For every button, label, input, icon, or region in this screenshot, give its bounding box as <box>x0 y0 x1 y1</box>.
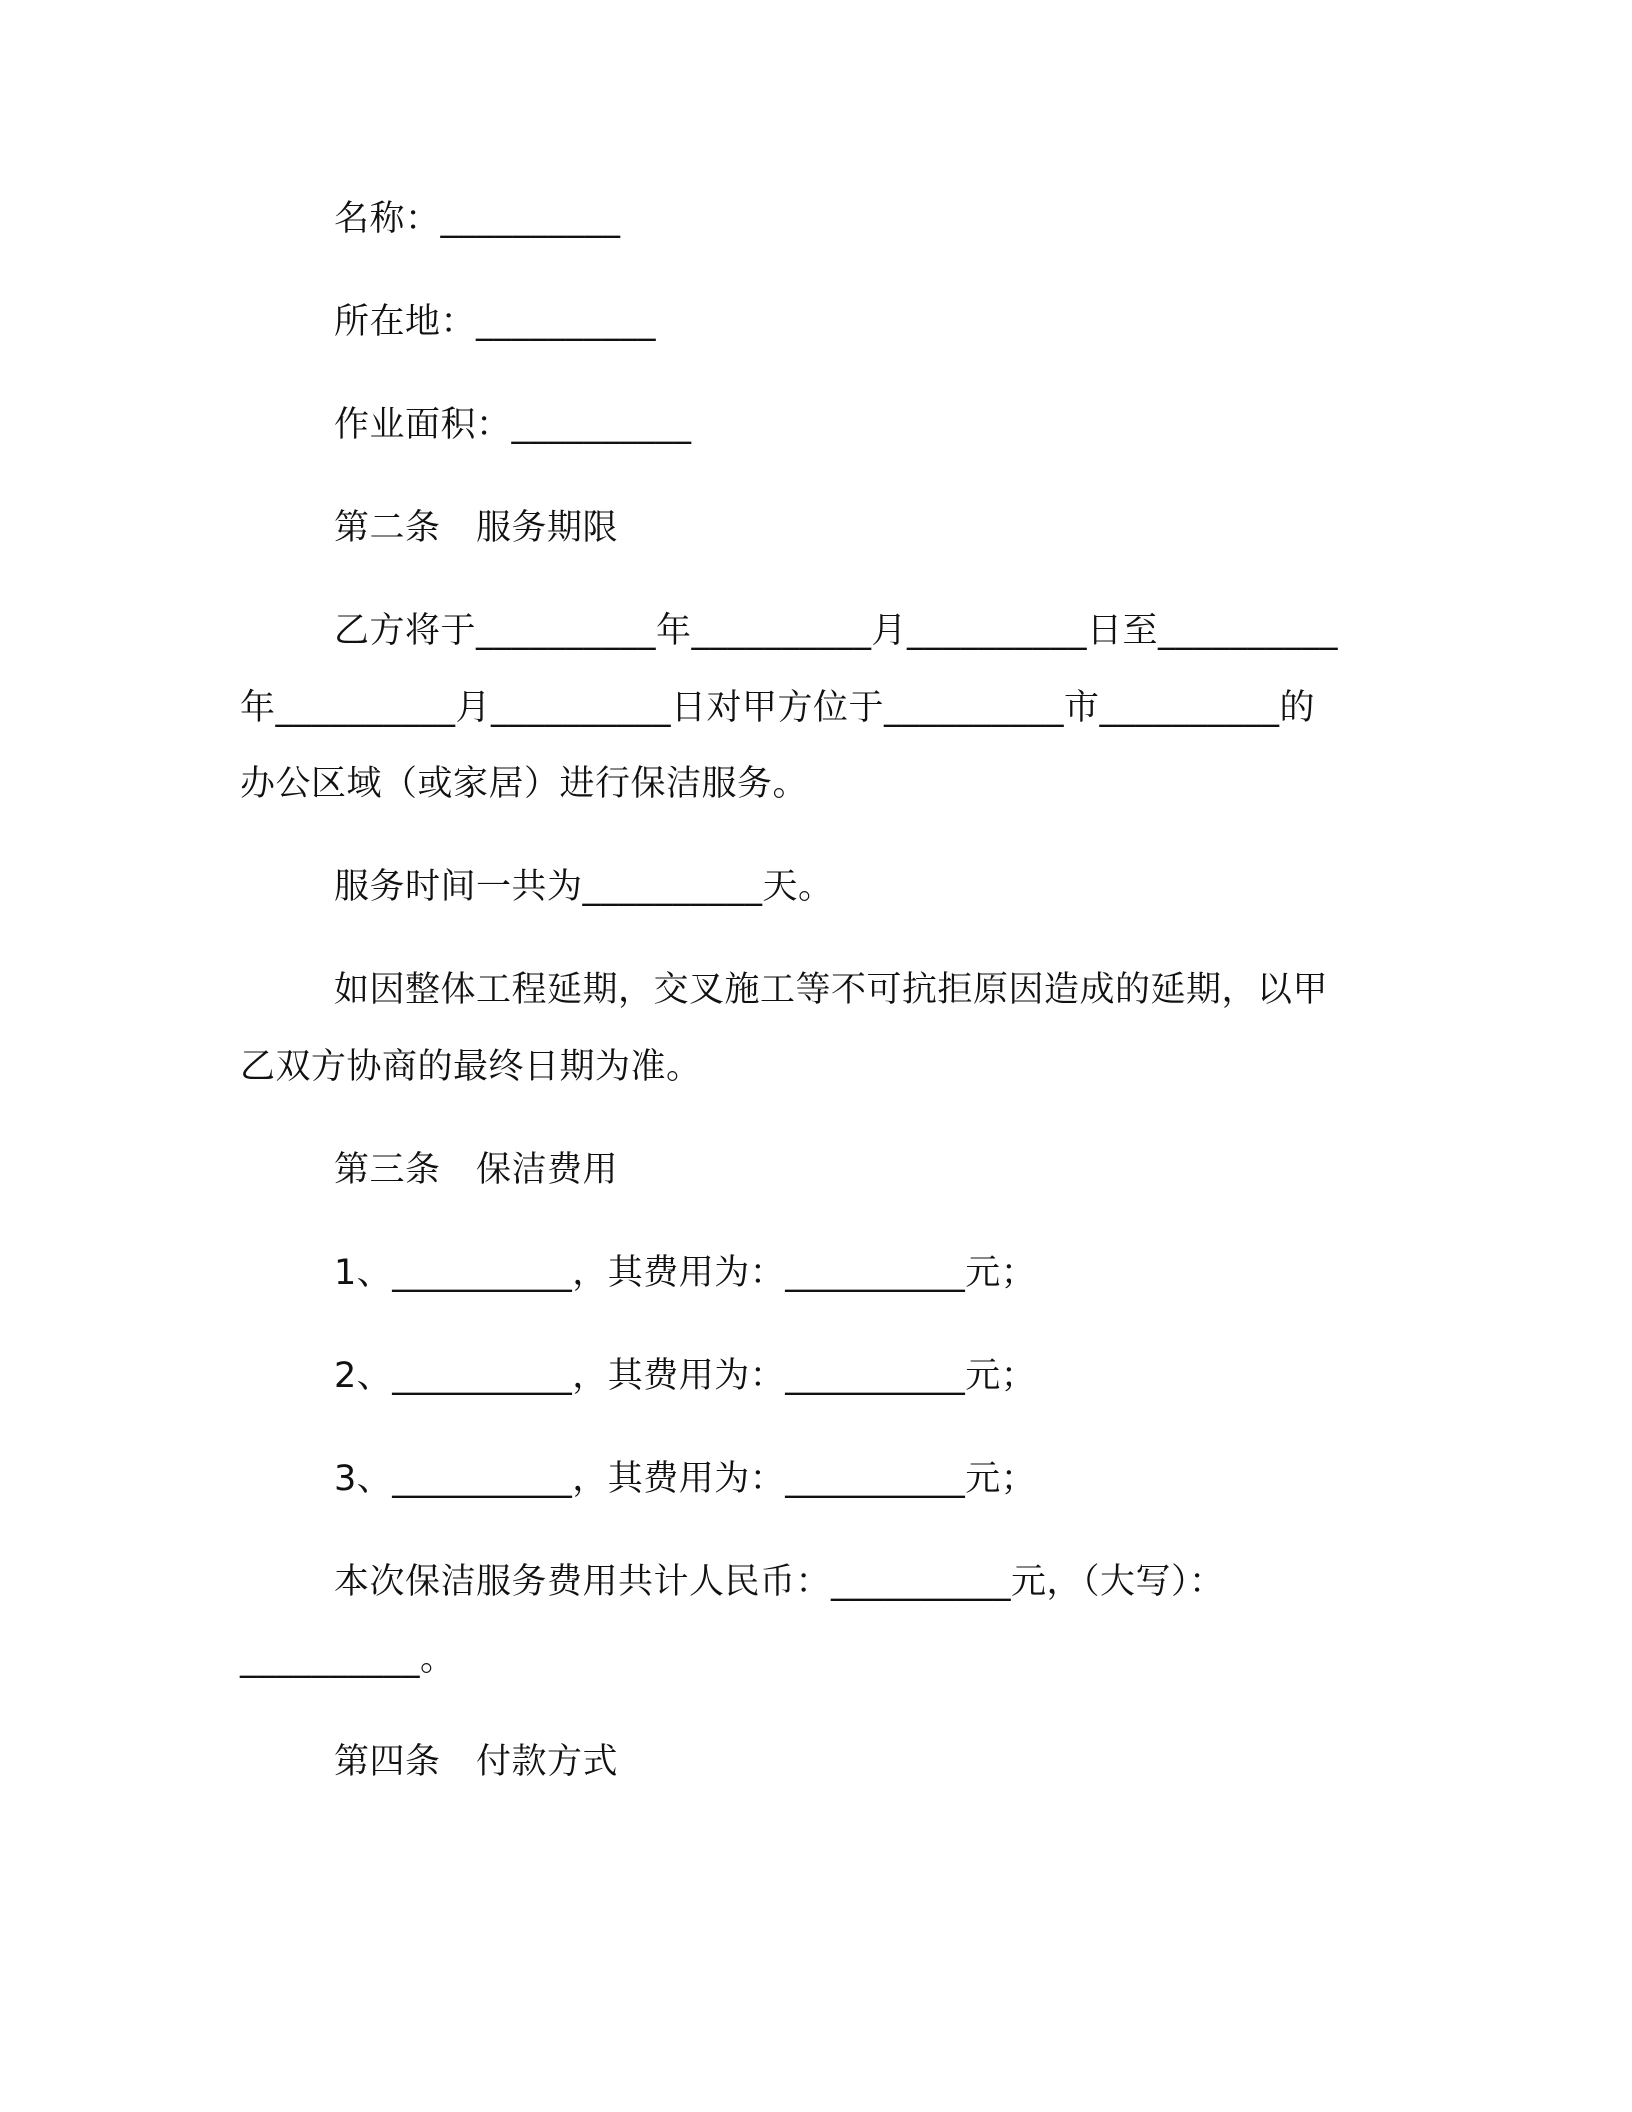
delay-clause-line-2: 乙双方协商的最终日期为准。 <box>240 1047 702 1087</box>
article-3-heading: 第三条 保洁费用 <box>334 1150 619 1190</box>
delay-clause-line-1: 如因整体工程延期，交叉施工等不可抗拒原因造成的延期，以甲 <box>334 970 1329 1010</box>
service-days-line: 服务时间一共为__________天。 <box>334 867 834 907</box>
field-location-line: 所在地：__________ <box>334 302 657 342</box>
article-4-heading: 第四条 付款方式 <box>334 1742 619 1782</box>
fee-total-line-1: 本次保洁服务费用共计人民币：__________元，（大写）： <box>334 1562 1225 1602</box>
fee-total-line-2: __________。 <box>240 1639 456 1679</box>
fee-item-3: 3、__________，其费用为：__________元； <box>334 1459 1037 1499</box>
service-period-line-1: 乙方将于__________年__________月__________日至__________ <box>334 611 1339 651</box>
service-period-line-3: 办公区域（或家居）进行保洁服务。 <box>240 764 809 804</box>
article-2-heading: 第二条 服务期限 <box>334 508 619 548</box>
service-period-line-2: 年__________月__________日对甲方位于__________市__________的 <box>240 688 1316 728</box>
fee-item-1: 1、__________，其费用为：__________元； <box>334 1253 1037 1293</box>
field-name-line: 名称：__________ <box>334 199 621 239</box>
field-area-line: 作业面积：__________ <box>334 405 692 445</box>
fee-item-2: 2、__________，其费用为：__________元； <box>334 1356 1037 1396</box>
